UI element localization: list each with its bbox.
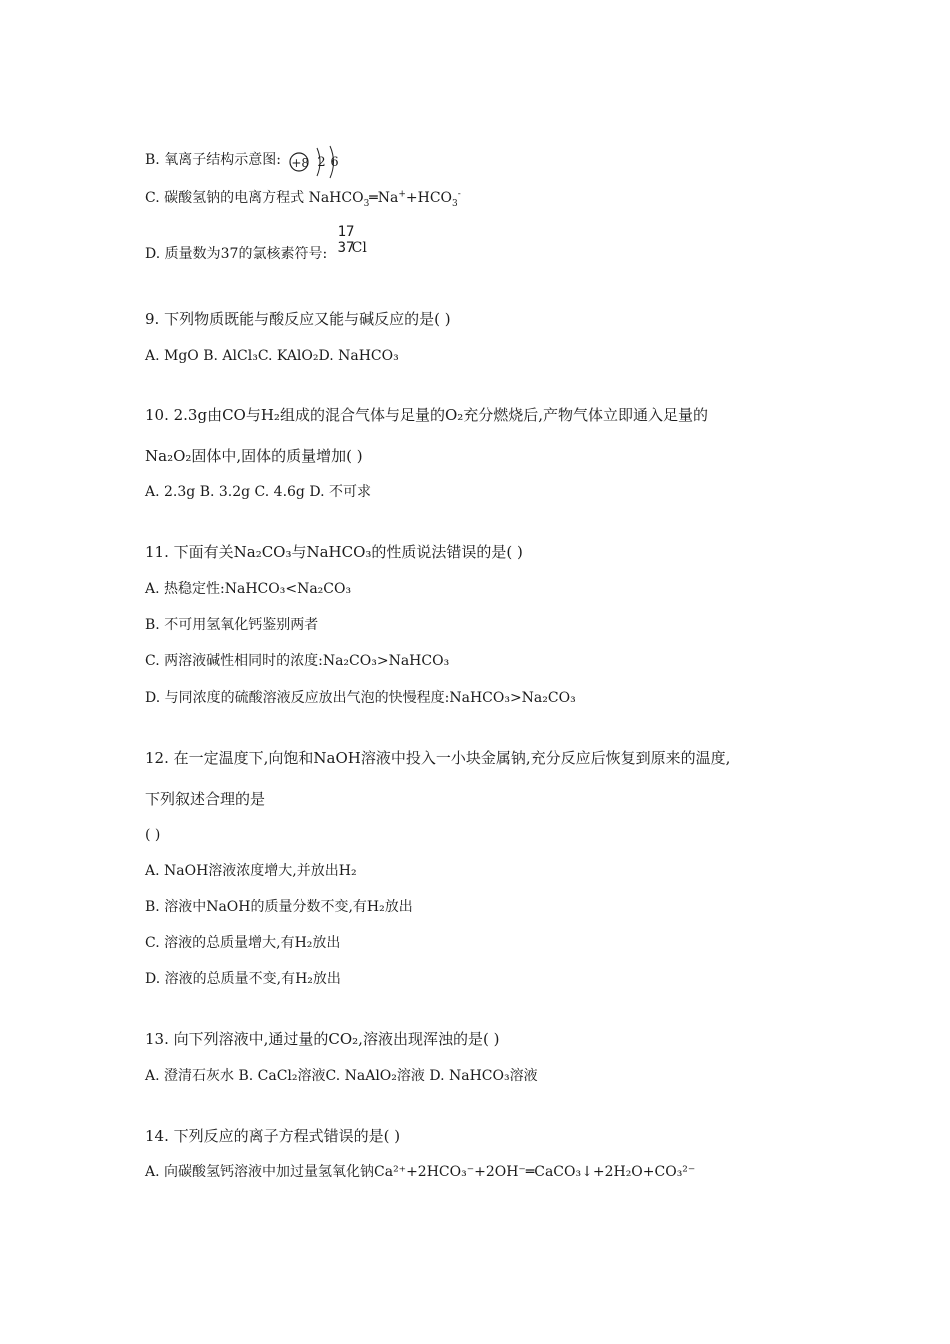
q12-option-b: B. 溶液中NaOH的质量分数不变,有H₂放出 [145,899,413,915]
q8-option-d [145,224,378,272]
q13-stem: 13. 向下列溶液中,通过量的CO₂,溶液出现浑浊的是( ) [145,1030,500,1048]
ion-shell-2: 6 [330,155,339,170]
q11-option-b: B. 不可用氢氧化钙鉴别两者 [145,617,319,633]
ion-shell-1: 2 [317,155,326,170]
q13-options: A. 澄清石灰水 B. CaCl₂溶液C. NaAlO₂溶液 D. NaHCO₃溶液 [145,1068,538,1084]
q9-stem: 9. 下列物质既能与酸反应又能与碱反应的是( ) [145,310,451,328]
q12-stem-line2: 下列叙述合理的是 [145,790,266,808]
q11-option-a: A. 热稳定性:NaHCO₃<Na₂CO₃ [145,581,352,597]
q11-stem: 11. 下面有关Na₂CO₃与NaHCO₃的性质说法错误的是( ) [145,543,523,561]
q12-option-c: C. 溶液的总质量增大,有H₂放出 [145,935,341,951]
q9-options: A. MgO B. AlCl₃C. KAlO₂D. NaHCO₃ [145,348,399,364]
q8-option-c-eq: ═Na [369,190,399,206]
nuclide-top: 17 [337,224,355,240]
q11-option-c: C. 两溶液碱性相同时的浓度:Na₂CO₃>NaHCO₃ [145,653,450,669]
q12-option-a: A. NaOH溶液浓度增大,并放出H₂ [145,863,357,879]
nuclide-bottom: 37 [337,240,355,256]
q10-stem-line1: 10. 2.3g由CO与H₂组成的混合气体与足量的O₂充分燃烧后,产物气体立即通入足量的 [145,406,709,424]
q12-paren: ( ) [145,827,161,843]
q11-option-d: D. 与同浓度的硫酸溶液反应放出气泡的快慢程度:NaHCO₃>Na₂CO₃ [145,690,576,706]
q10-stem-line2: Na₂O₂固体中,固体的质量增加( ) [145,447,363,465]
q8-option-b-text: B. 氧离子结构示意图: [145,152,281,168]
q8-option-c-prefix: C. 碳酸氢钠的电离方程式 NaHCO [145,190,364,206]
q8-option-c: C. 碳酸氢钠的电离方程式 $NaHCO_3═Na^++HCO_3^-$ [145,189,461,209]
q14-stem: 14. 下列反应的离子方程式错误的是( ) [145,1127,401,1145]
q10-options: A. 2.3g B. 3.2g C. 4.6g D. 不可求 [145,484,371,500]
q14-option-a: A. 向碳酸氢钙溶液中加过量氢氧化钠Ca²⁺+2HCO₃⁻+2OH⁻═CaCO₃↓+2H₂O+CO₃²⁻ [145,1164,696,1180]
q12-option-d: D. 溶液的总质量不变,有H₂放出 [145,971,341,987]
ion-nucleus-charge: +8 [291,156,310,170]
q8-option-d-text: D. 质量数为37的氯核素符号: [145,246,328,262]
q8-option-b [145,140,345,180]
q12-stem-line1: 12. 在一定温度下,向饱和NaOH溶液中投入一小块金属钠,充分反应后恢复到原来的温度, [145,749,731,767]
chlorine-nuclide-symbol [337,224,378,272]
nuclide-element: Cl [351,240,367,256]
oxygen-ion-structure-diagram [289,140,345,180]
q8-option-c-anion: +HCO [405,190,453,206]
